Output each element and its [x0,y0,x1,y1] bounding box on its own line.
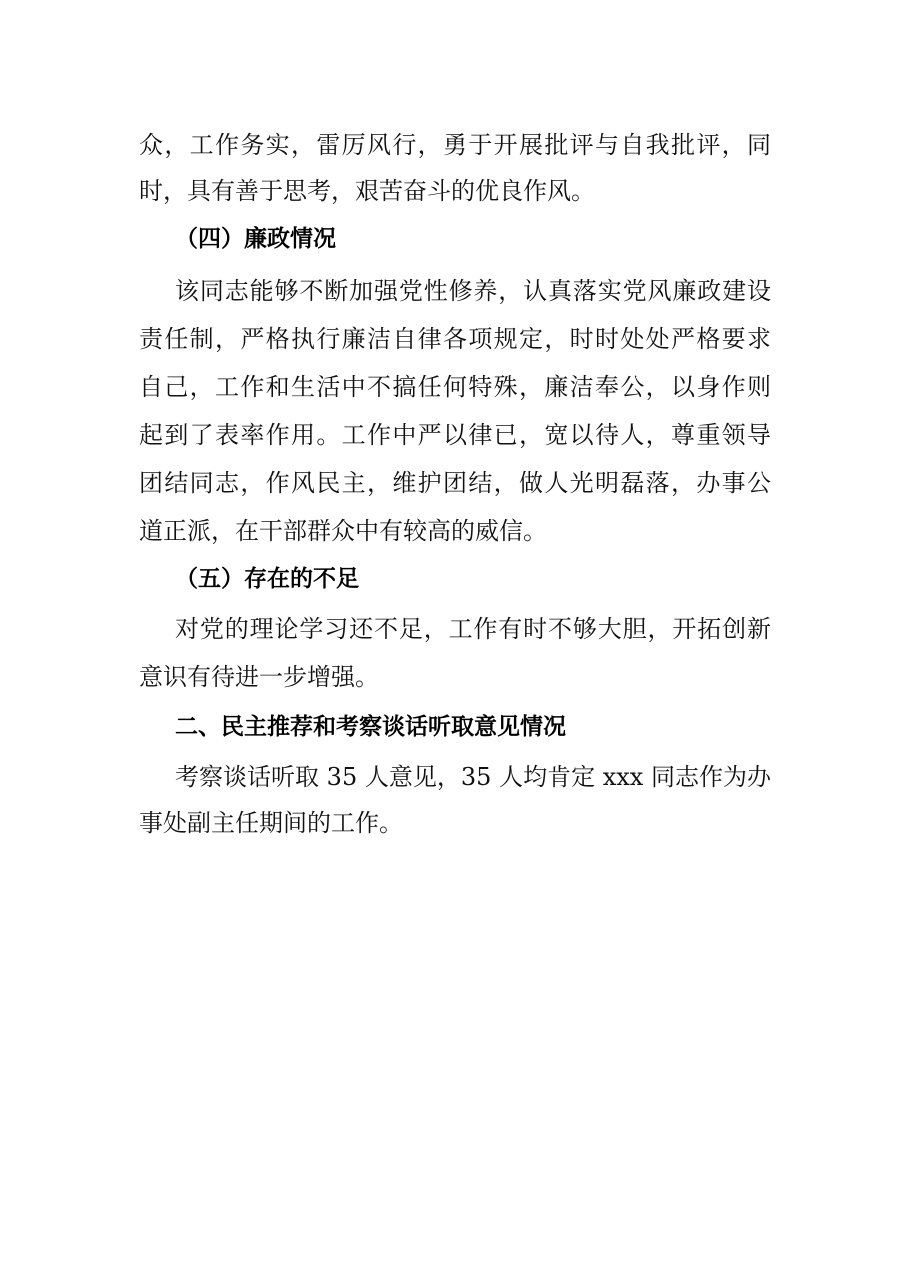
paragraph-line: 时，具有善于思考，艰苦奋斗的优良作风。 [139,177,595,205]
paragraph-line: 事处副主任期间的工作。 [139,809,403,837]
section-heading-shortcomings: （五）存在的不足 [175,566,359,592]
paragraph-line: 自己，工作和生活中不搞任何特殊，廉洁奉公，以身作则 [139,373,771,401]
paragraph-line: 团结同志，作风民主，维护团结，做人光明磊落，办事公 [139,469,771,497]
section-heading-integrity: （四）廉政情况 [175,226,336,252]
paragraph-line: 该同志能够不断加强党性修养，认真落实党风廉政建设 [175,277,771,305]
section-heading-recommendation: 二、民主推荐和考察谈话听取意见情况 [175,714,566,740]
paragraph-line: 众，工作务实，雷厉风行，勇于开展批评与自我批评，同 [139,131,771,159]
paragraph-line: 起到了表率作用。工作中严以律已，宽以待人，尊重领导 [139,421,771,449]
paragraph-line: 意识有待进一步增强。 [139,663,379,691]
paragraph-line: 道正派，在干部群众中有较高的威信。 [139,517,547,545]
paragraph-line: 责任制，严格执行廉洁自律各项规定，时时处处严格要求 [139,325,771,353]
paragraph-line: 考察谈话听取 35 人意见，35 人均肯定 xxx 同志作为办 [175,763,771,791]
paragraph-line: 对党的理论学习还不足，工作有时不够大胆，开拓创新 [175,615,771,643]
